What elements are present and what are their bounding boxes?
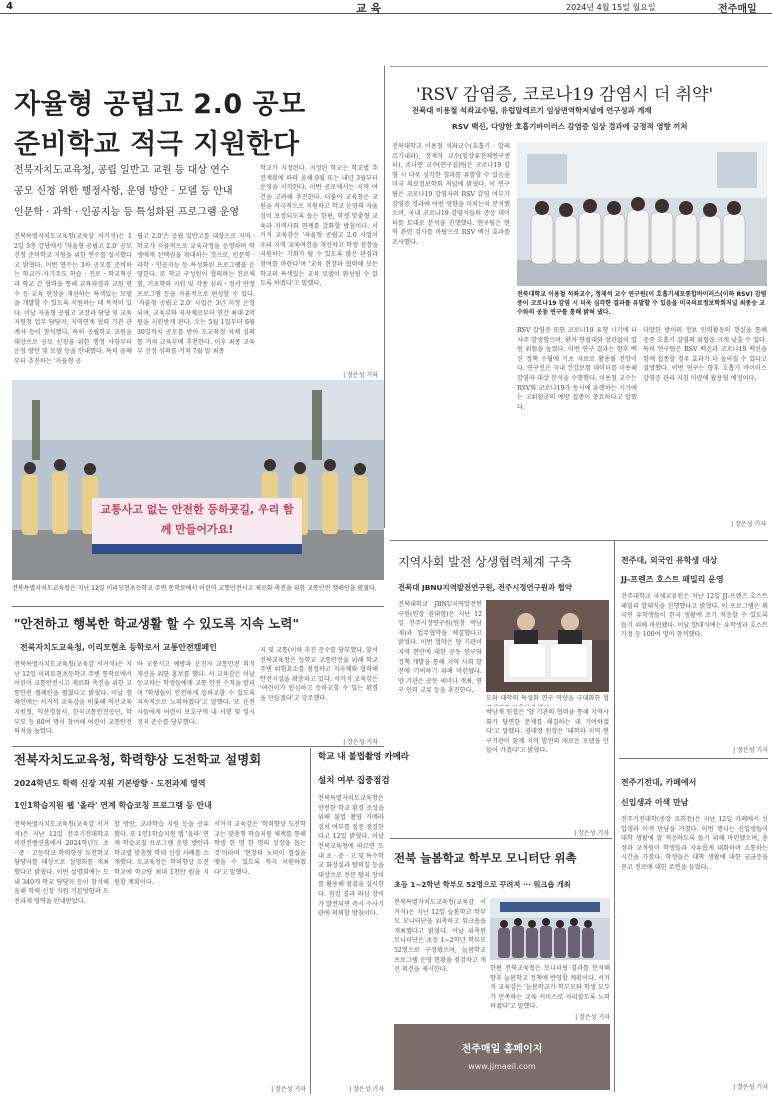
camera-headline-1: 학교 내 불법촬영 카메라 [318, 752, 409, 762]
coop-agreement-photo [486, 600, 609, 692]
rsv-body-col1: 전북대학교 이용철 석좌교수(호흡기 · 알레르기내과), 정재석 교수(임상유전체연구센터), 조나연 교수(연구실)팀은 코로나19 감염 시 더욱 심각한 결과를 유발할 수 있음을 미국 의료정보학회 저널에 밝혔다. 이 연구팀은 코로나19 감염자의 RSV 감염 여부가 감염증 경과에 어떤 영향을 미치는지 분석했으며, 국내 코로나19 감염자들의 증상 데이터를 토대로 분석을 진행했다. 연구팀은 면역 관련 검사를 바탕으로 RSV 백신 효과를 조사했다. [392, 143, 510, 246]
lead-subhead: 전북자치도교육청, 공립 일반고 교원 등 대상 연수 [14, 165, 230, 176]
challenge-byline: | 장은성 기자 [271, 1086, 306, 1093]
challenge-body-col1: 전북특별자치도교육청(교육감 서거석)은 지난 12일 전주기전대학교 비전컨벤션홀에서 2024학년도 초 · 중 · 고등학교 학력향상 도전학교 담당자를 대상으로 설명회를 개최했다고 밝혔다. 이번 설명회에는 도내 340개 학교 담당자 등이 참석해 올해 학력 신장 지원 기본방향과 도전과제 영역을 안내받았다. [14, 821, 109, 905]
ad-title: 전주매일 홈페이지 [461, 1044, 543, 1055]
sidebar-headline-3: 전주기전대, 카페에서 [621, 778, 697, 787]
campaign-photo [12, 380, 384, 580]
column-divider [384, 66, 385, 528]
column-divider [310, 748, 311, 1094]
rsv-subhead-2: RSV 백신, 다양한 호흡기바이러스 감염증 임상 경과에 긍정적 영향 끼쳐 [452, 122, 688, 131]
camera-body: 전북특별자치도교육청은 안전한 학교 환경 조성을 위해 불법 촬영 카메라 설치 여부를 집중 점검한다고 12일 밝혔다. 이날 전북교육청에 따르면 도내 초 · 중 · 고 및 특수학교 화장실과 탈의실 등을 대상으로 전문 탐지 장비를 활용해 점검을 실시한다. 점검 결과 의심 장비가 발견되면 즉시 수사기관에 의뢰할 방침이다. [318, 795, 384, 918]
rsv-subhead-1: 전북대 이용철 석좌교수팀, 유럽알레르기 임상면역학저널에 연구성과 게재 [412, 106, 652, 115]
safety-body-col3: 지 및 교통(이하 추진 준수를 당부했다. 앞서 전북교육청은 등학교 교통안전을 위해 학교 주변 위험요소를 점검하고 지자체와 협력해 안전시설을 확충하고 있다. 서거석 교육감은 '어린이가 안심하고 등하교할 수 있는 환경을 만들겠다'고 강조했다. [260, 647, 378, 702]
divider [390, 540, 768, 541]
coop-body-col1: 전북대학교 JBNU지역발전연구원(원장 권대영)은 지난 12일 전주시정연구원(원장 박남재)과 업무협약을 체결했다고 밝혔다. 이번 협약은 양 기관이 지역 현안에 대한 공동 연구와 정책 개발을 통해 지역 사회 발전에 기여하기 위해 마련됐다. 양 기관은 공동 세미나 개최, 연구 인력 교류 등을 추진한다. [398, 601, 482, 695]
lead-byline: | 장은성 기자 [343, 372, 378, 379]
divider [12, 746, 384, 747]
safety-byline: | 장은성 기자 [343, 739, 378, 746]
coop-byline: | 장은성 기자 [574, 830, 609, 837]
challenge-subhead-1: 2024학년도 학력 신장 지원 기본방향 · 도전과제 영역 [14, 779, 206, 788]
sidebar-headline-1: 전주대, 외국인 유학생 대상 [621, 556, 718, 565]
sidebar-body-1: 전주대학교 국제교류원은 지난 12일 JJ-프렌즈 호스트 패밀리 발대식을 진행했다고 밝혔다. 이 프로그램은 외국인 유학생들이 한국 생활에 조기 적응할 수 있도록 돕기 위해 마련됐다. 이날 발대식에는 유학생과 호스트 가정 등 100여 명이 참석했다. [621, 593, 768, 639]
monitor-byline: | 장은성 기자 [575, 1014, 610, 1021]
safety-subhead: 전북자치도교육청, 이리모현초 등학로서 교통안전캠페인 [20, 643, 217, 652]
rsv-body-col3: 다양한 방어의 정보 인력활동의 현실을 통해 중증 호흡기 감염의 위험을 크게 낮출 수 있다. 특히 연구팀은 RSV 백신과 코로나19 백신을 함께 접종할 경우 효과가 더 높아질 수 있다고 설명했다. 이번 연구는 향후 호흡기 바이러스 감염증 관리 지침 마련에 활용될 예정이다. [643, 327, 767, 382]
lead-body-col3: 학교가 지정된다. 지정된 학교는 학교별 추진계획에 따라 올해 9월 또는 내년 3월부터 운영을 시작한다. 이번 공모에서는 지역 여건을 고려해 추진한다. 더불어 교육청은 교원을 적극적으로 지원하고 학교 운영의 자율성이 보장되도록 돕는 한편, 학생 맞춤형 교육과 지역사회 연계를 강화할 방침이다. 서거석 교육감은 '자율형 공립고 2.0 사업이 우리 지역 교육여건을 개선하고 학생 성장을 지원하는 기회가 될 수 있도록 많은 관심과 참여를 바란다'며 '교육 현장과 협력해 모든 학교의 특색있는 교육 모델이 완성될 수 있도록 하겠다'고 말했다. [260, 165, 378, 288]
lead-subhead: 인문학 · 과학 · 인공지능 등 특성화된 프로그램 운영 [14, 207, 239, 218]
section-title: 교 육 [356, 2, 382, 15]
campaign-banner-text: 교통사고 없는 안전한 등하굣길, 우리 함께 만들어가요! [100, 503, 294, 536]
lead-headline-2: 준비학교 적극 지원한다 [14, 129, 300, 160]
challenge-body-col2: 할 방안, 교과학습 지원 등을 공유했다. 또 1인1학습지원 웹 '올라' 연계 학습코칭 프로그램 운영 방안과 학교별 맞춤형 학력 신장 사례를 소개했다. 도교육청은 학력향상 도전학교에 학교당 최대 1천만 원을 지원할 계획이다. [114, 821, 209, 886]
coop-subhead: 전북대 JBNU지역발전연구원, 전주시정연구원과 협약 [398, 583, 572, 592]
divider [619, 758, 768, 759]
rsv-byline: | 장은성 기자 [731, 521, 766, 528]
coop-headline: 지역사회 발전 상생협력체계 구축 [398, 555, 572, 569]
monitor-headline: 전북 늘봄학교 학부모 모니터단 위촉 [394, 851, 577, 865]
challenge-headline: 전북자치도교육청, 학력향상 도전학교 설명회 [14, 752, 262, 767]
ad-url[interactable]: www.jjmaeil.com [468, 1062, 536, 1071]
safety-headline: "안전하고 행복한 학교생활 할 수 있도록 지속 노력" [14, 616, 299, 631]
monitor-body-col2: 한편 전북교육청은 모니터링 결과를 분석해 향후 늘봄학교 정책에 반영할 계획이다. 서거석 교육감은 '늘봄학교가 학부모와 학생 모두가 만족하는 교육 서비스로 자리잡도록 노력하겠다'고 말했다. [490, 965, 610, 1011]
sidebar-headline-2: JJ-프렌즈 호스트 패밀리 운영 [621, 575, 724, 584]
sidebar-headline-4: 신입생과 이색 만남 [621, 798, 689, 807]
monitor-body-col1: 전북특별자치도교육청(교육감 서거석)은 지난 12일 늘봄학교 학부모 모니터단을 위촉하고 워크숍을 개최했다고 밝혔다. 이날 위촉된 모니터단은 초등 1~2학년 학부모 52명으로 구성됐으며, 늘봄학교 프로그램 운영 현황을 점검하고 개선 의견을 제시한다. [394, 899, 486, 974]
camera-byline: | 장은성 기자 [349, 1086, 384, 1093]
rsv-photo-caption: 전북대학교 이용철 석좌교수, 정재석 교수 연구원(이 호흡기세포통합바이러스(이하 RSV) 감염증이 코로나19 감염 시 더욱 심각한 결과를 유발할 수 있음을 미국의료정보학회저널 최종승 교수와의 공동 연구를 통해 밝혀 냈다. [517, 291, 767, 316]
challenge-body-col3: 서거석 교육감은 '학력향상 도전학교는 맞춤형 학습지원 체계를 통해 학생 한 명 한 명의 성장을 돕는 것'이라며 '현장의 노력이 결실을 맺을 수 있도록 적극 지원하겠다'고 말했다. [214, 821, 306, 876]
campaign-caption: 전북특별자치도교육청은 지난 12일 이리모현초등학교 주변 통학로에서 어린이 교통안전시고 제로화 촉진을 위한 교통안전 캠페인을 펼쳤다. [12, 585, 377, 592]
challenge-subhead-2: 1인1학습지원 웹 '올라' 연계 학습코칭 프로그램 등 안내 [14, 801, 212, 810]
monitor-group-photo [490, 898, 610, 960]
divider [12, 606, 384, 607]
column-divider [614, 540, 615, 1092]
page-number: 4 [6, 1, 13, 12]
monitor-subhead: 초등 1~2학년 학부모 52명으로 꾸려져 ··· 워크숍 개최 [394, 880, 571, 889]
safety-body-col1: 전북특별자치도교육청(교육감 서거석)은 지난 12일 이리모현초등학교 주변 통학로에서 어린이 교통안전시고 제로화 촉진을 위한 교통안전 캠페인을 펼쳤다고 밝혔다. 이날 캠페인에는 서거석 교육감을 비롯해 익산교육지원청, 익산경찰서, 한국교통안전공단, 학부모 등 80여 명이 참여해 어린이 교통안전 의식을 높였다. [14, 661, 132, 736]
coop-body-col2: 박남재 원장은 '양 기관의 협력을 통해 지역사회가 당면한 문제를 해결하는 데 기여하겠다'고 말했다. 권대영 원장은 '대학과 지역 연구기관이 함께 지역 발전의 새로운 모델을 만들어 가겠다'고 밝혔다. [486, 709, 609, 755]
lead-body-col1: 전북특별자치도교육청(교육감 서거석)은 12일 3층 강당에서 '자율형 공립고 2.0' 공모 신청 준비학교 지원을 위한 연수를 실시했다고 밝혔다. 이번 연수는 3차 공모를 준비하는 학교가 자기주도 학습 · 진로 · 학교혁신과 학교 간 협력을 통해 교육과정과 교원 연수 등 교육 현장을 개선하는 특색있는 모델을 개발할 수 있도록 지원하는 데 목적이 있다. 이날 자율형 공립고 교장과 담당 및 교육지원청 업무 담당자, 지역연계 협력 기관 관계자 등이 참석했다. 특히 공립학교 교원을 대상으로 공모 신청을 위한 행정 사항부터 운영 방안 및 모델 등을 안내했다. 특히 올해부터 추진하는 '자율형 공 [14, 233, 132, 365]
safety-body-col2: 바 교통시고 예방과 운전자 교통안전 의식 개선을 위한 홍보를 했다. 서 교육감은 이날 등교하는 학생들에게 교통 안전 수칙을 알리며 '학생들이 안전하게 등하교할 수 있도록 지속적으로 노력하겠다'고 말했다. 또 운전자들에게 어린이 보호구역 내 서행 및 일시정지 준수를 당부했다. [137, 661, 255, 726]
camera-headline-2: 설치 여부 집중점검 [318, 776, 390, 786]
sidebar-body-2: 전주기전대학(총장 조희천)은 지난 12일 카페에서 신입생과 이색 만남을 가졌다. 이번 행사는 신입생들이 대학 생활에 잘 적응하도록 돕기 위해 마련됐으며, 총장과 교직원이 학생들과 자유롭게 대화하며 소통하는 시간을 가졌다. 학생들은 대학 생활에 대한 궁금증을 묻고 진로에 대한 조언을 들었다. [621, 816, 768, 871]
rsv-body-col2: RSV 감염증 또한 코로나19 유행 시기에 더 자주 발생했으며, 환자 연령대와 상관없이 입원 위험을 높였다. 이번 연구 결과는 향후 백신 정책 수립에 기초 자료로 활용될 전망이다. 연구진은 국내 건강보험 데이터를 이용해 감염자 대상 분석을 수행했다. 이용철 교수는 RSV와 코로나19가 동시에 유행하는 시기에는 고위험군의 예방 접종이 중요하다고 말했다. [517, 327, 637, 411]
rsv-group-photo [517, 142, 767, 286]
rsv-headline: 'RSV 감염증, 코로나19 감염시 더 취약' [416, 85, 714, 105]
paper-name: 전주매일 [718, 4, 757, 15]
divider [390, 838, 612, 839]
issue-date: 2024년 4월 15일 월요일 [566, 3, 656, 12]
homepage-ad[interactable] [394, 1024, 610, 1090]
lead-subhead: 공모 신청 위한 행정사항, 운영 방안 · 모델 등 안내 [14, 186, 233, 197]
coop-photo-caption: 도와 대학의 특성화 연구 역량을 극대화한 협 [486, 695, 609, 702]
lead-body-col2: 립고 2.0'은 공립 일반고를 대상으로 지역 · 학교가 자율적으로 교육과정을 운영하며 학생에게 선택권을 확대하는 것으로, 인문학 · 과학 · 인공지능 등 특성화된 프로그램을 운영한다. 또 학교 구성원이 협의하는 진로체험, 기초학력 지원 및 각종 심리 · 정서 안정 프로그램 등을 자율적으로 편성할 수 있다. '자율형 공립고 2.0' 사업은 3년 지정 운영되며, 교육부와 지자체로부터 연간 최대 2억 원을 지원받게 된다. 오는 5월 1일부터 6월 30일까지 공모를 받아 도교육청 자체 심의를 거쳐 교육부에 추천한다. 이후 최종 교육부 선정 심의를 거쳐 7월 말 최종 [137, 233, 255, 356]
masthead [0, 0, 772, 14]
sidebar-byline-1: | 장은성 기자 [733, 747, 768, 754]
sidebar-byline-2: | 장은성 기자 [733, 1084, 768, 1091]
lead-headline-1: 자율형 공립고 2.0 공모 [14, 89, 306, 120]
